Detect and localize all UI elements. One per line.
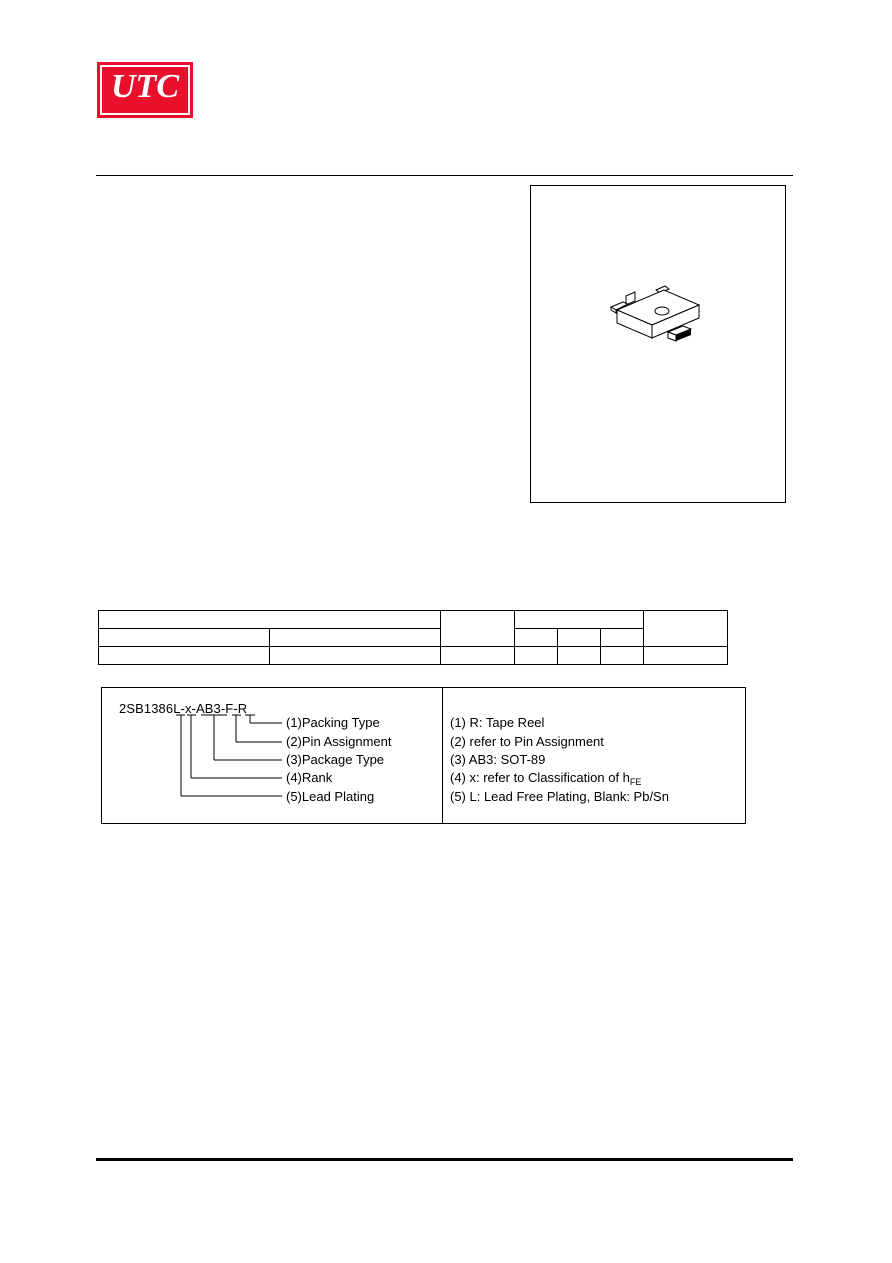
table-cell — [644, 611, 728, 647]
table-cell — [515, 611, 644, 629]
desc-rank — [450, 770, 641, 787]
table-cell — [441, 647, 515, 665]
label-package-type: (3)Package Type — [286, 752, 385, 767]
table-cell — [99, 629, 270, 647]
label-pin-assignment: (2)Pin Assignment — [286, 734, 392, 749]
table-cell — [99, 647, 270, 665]
desc-lead-plating: (5) L: Lead Free Plating, Blank: Pb/Sn — [450, 789, 669, 804]
table-cell — [441, 611, 515, 647]
ordering-information-table — [98, 610, 728, 665]
table-cell — [601, 629, 644, 647]
logo-text: UTC — [111, 68, 179, 105]
part-number-breakdown-box — [101, 687, 746, 824]
table-cell — [558, 629, 601, 647]
table-cell — [515, 647, 558, 665]
desc-rank-text: (4) x: refer to Classification of h — [450, 770, 630, 785]
package-image-box — [530, 185, 786, 503]
table-cell — [515, 629, 558, 647]
table-row — [99, 611, 728, 629]
footer-rule — [96, 1158, 793, 1161]
table-cell — [99, 611, 441, 629]
part-number: 2SB1386L-x-AB3-F-R — [119, 701, 248, 716]
table-cell — [644, 647, 728, 665]
desc-packing-type: (1) R: Tape Reel — [450, 715, 545, 730]
sot89-package-illustration — [531, 186, 787, 504]
utc-logo — [97, 62, 193, 118]
header-rule — [96, 175, 793, 176]
desc-rank-subscript: FE — [629, 777, 642, 787]
table-cell — [270, 629, 441, 647]
table-cell — [558, 647, 601, 665]
label-rank: (4)Rank — [286, 770, 333, 785]
table-cell — [270, 647, 441, 665]
table-cell — [601, 647, 644, 665]
desc-package-type: (3) AB3: SOT-89 — [450, 752, 546, 767]
label-lead-plating: (5)Lead Plating — [286, 789, 375, 804]
desc-pin-assignment: (2) refer to Pin Assignment — [450, 734, 604, 749]
label-packing-type: (1)Packing Type — [286, 715, 380, 730]
table-row — [99, 629, 728, 647]
table-row — [99, 647, 728, 665]
